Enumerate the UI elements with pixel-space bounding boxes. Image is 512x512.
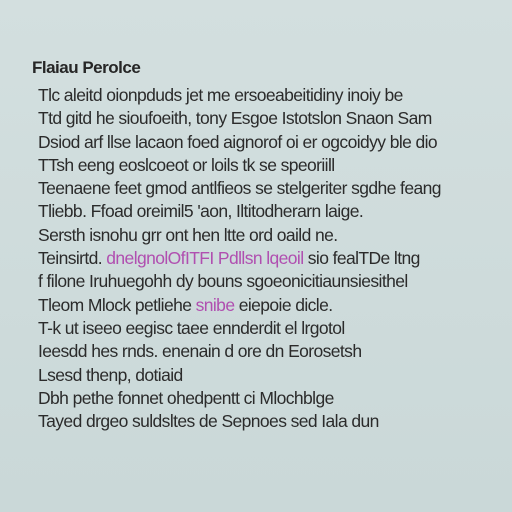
text-segment: sio fealTDe ltng (303, 248, 420, 269)
text-segment: Lsesd thenp, dotiaid (38, 364, 183, 385)
text-segment: TTsh eeng eoslcoeot or loils tk se speoriill (38, 154, 335, 175)
text-segment: eiepoie dicle. (234, 294, 333, 315)
text-segment: Tlc aleitd oionpduds jet me ersoeabeitidiny inoiy be (38, 85, 403, 105)
text-line (38, 154, 508, 177)
text-line (38, 131, 508, 154)
text-segment: Tleom Mlock petliehe (38, 294, 196, 315)
text-line (38, 410, 508, 433)
highlighted-text: dnelgnolOfITFI Pdllsn lqeoil (106, 248, 304, 269)
text-line (38, 200, 508, 223)
text-segment: Ieesdd hes rnds. enenain d ore dn Eorosetsh (38, 341, 362, 362)
text-line (38, 340, 508, 363)
text-segment: Teenaene feet gmod antlfieos se stelgeriter sgdhe feang (38, 178, 441, 199)
text-segment: Tayed drgeo suldsltes de Sepnoes sed Iala dun (38, 411, 379, 432)
text-segment: Ttd gitd he sioufoeith, tony Esgoe Istotslon Snaon Sam (38, 108, 432, 129)
text-segment: f filone Iruhuegohh dy bouns sgoeonicitiaunsiesithel (38, 271, 408, 292)
text-line (38, 317, 508, 340)
highlighted-text: snibe (195, 294, 235, 315)
text-segment: Dsiod arf llse lacaon foed aignorof oi er ogcoidyy ble dio (38, 131, 438, 152)
text-line (38, 294, 508, 317)
text-line (38, 107, 508, 130)
document-title: Flaiau Perolce (32, 58, 141, 77)
text-line (38, 177, 508, 200)
text-line (38, 270, 508, 293)
text-segment: Dbh pethe fonnet ohedpentt ci Mlochblge (38, 387, 334, 408)
text-line (38, 247, 508, 270)
text-segment: Tliebb. Ffoad oreimil5 'aon, Iltitodherarn laige. (38, 201, 364, 222)
text-line (38, 84, 508, 107)
text-line (38, 224, 508, 247)
text-line (38, 364, 508, 387)
text-line (38, 387, 508, 410)
text-segment: T-k ut iseeo eegisc taee ennderdit el lrgotol (38, 317, 345, 338)
document-body (38, 84, 508, 433)
text-segment: Sersth isnohu grr ont hen ltte ord oaild ne. (38, 224, 338, 245)
text-segment: Teinsirtd. (38, 248, 107, 269)
